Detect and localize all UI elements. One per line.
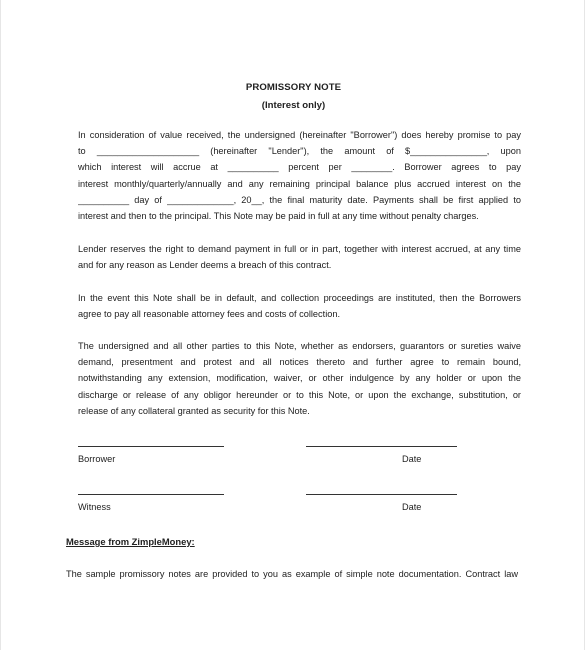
paragraph-line: In the event this Note shall be in default, and collection proceedings are instituted, then the Borrowers	[78, 293, 521, 303]
witness-label: Witness	[78, 502, 111, 512]
paragraph-line: The undersigned and all other parties to this Note, whether as endorsers, guarantors or sureties waive	[78, 341, 521, 351]
paragraph-line: and for any reason as Lender deems a breach of this contract.	[78, 260, 332, 271]
paragraph-line: interest monthly/quarterly/annually and any remaining principal balance plus accrued interest on the	[78, 178, 521, 189]
date-label: Date	[402, 454, 422, 464]
paragraph-line: notwithstanding any extension, modification, waiver, or other indulgence by any holder or upon the	[78, 373, 521, 384]
date-label: Date	[402, 502, 422, 512]
paragraph-line: demand, presentment and protest and all notices thereto and further agree to remain bound,	[78, 357, 521, 368]
paragraph-demand	[78, 241, 521, 273]
witness-date-line[interactable]	[306, 494, 457, 495]
paragraph-default	[78, 290, 521, 322]
borrower-label: Borrower	[78, 454, 116, 464]
paragraph-line: release of any collateral granted as security for this Note.	[78, 405, 310, 416]
witness-signature-line[interactable]	[78, 494, 224, 495]
document-title: PROMISSORY NOTE	[245, 82, 342, 93]
paragraph-line: Lender reserves the right to demand payment in full or in part, together with interest accrued, at any time	[78, 244, 521, 254]
message-body: The sample promissory notes are provided to you as example of simple note documentation. Contract law	[66, 569, 518, 579]
document-subtitle: (Interest only)	[261, 100, 326, 111]
paragraph-line: which interest will accrue at __________ percent per ________. Borrower agrees to pay	[78, 162, 521, 173]
message-heading: Message from ZimpleMoney:	[66, 536, 195, 547]
paragraph-line: agree to pay all reasonable attorney fees and costs of collection.	[78, 309, 341, 320]
paragraph-terms	[78, 127, 521, 224]
borrower-signature-line[interactable]	[78, 446, 224, 447]
paragraph-line: to ____________________ (hereinafter "Lender"), the amount of $_______________, upon	[78, 146, 521, 157]
paragraph-line: In consideration of value received, the undersigned (hereinafter "Borrower") does hereby promise to pay	[78, 130, 521, 140]
paragraph-line: discharge or release of any obligor hereunder or to this Note, or upon the exchange, substitution, or	[78, 389, 521, 400]
paragraph-line: __________ day of _____________, 20__, the final maturity date. Payments shall be first applied to	[78, 194, 521, 205]
paragraph-line: interest and then to the principal. This Note may be paid in full at any time without penalty charges.	[78, 211, 479, 222]
paragraph-waiver	[78, 338, 521, 419]
borrower-date-line[interactable]	[306, 446, 457, 447]
